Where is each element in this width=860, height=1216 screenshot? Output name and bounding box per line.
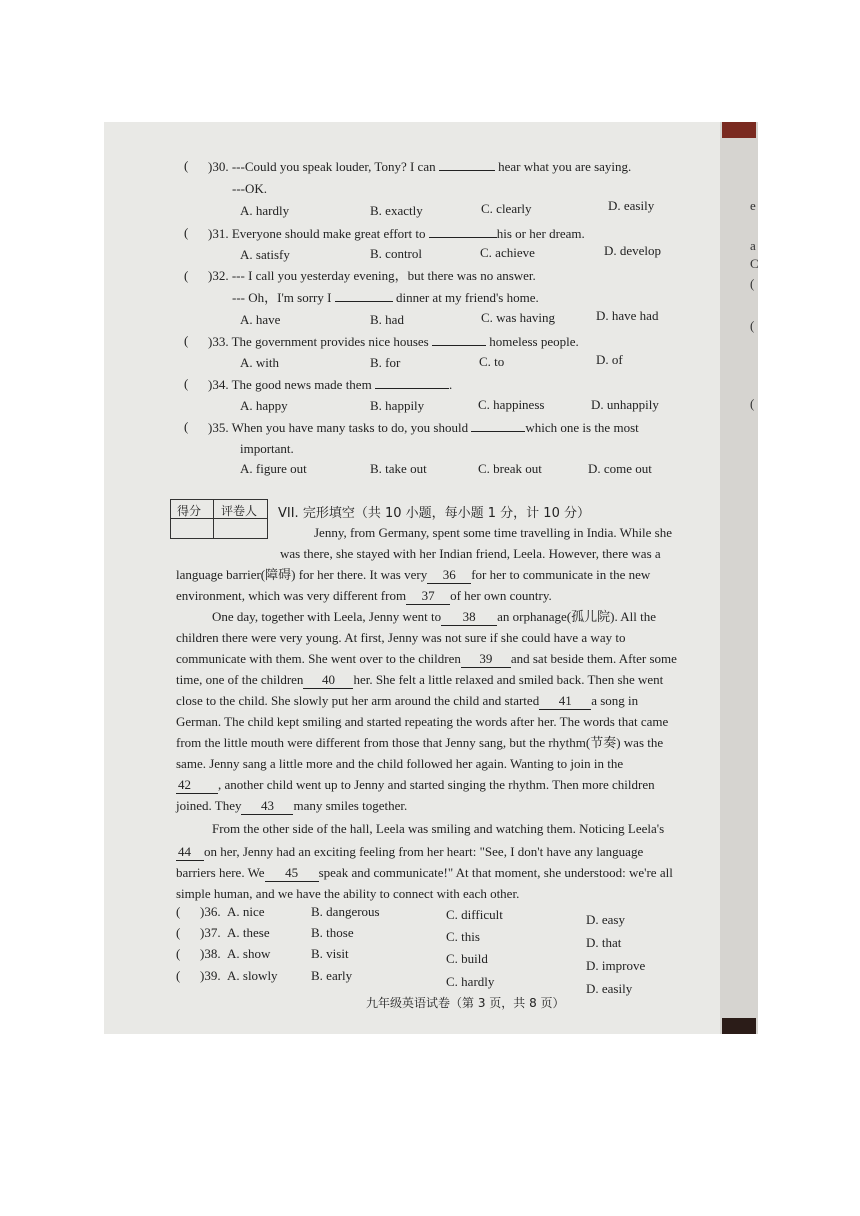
option-c: C. this xyxy=(446,929,480,944)
option-d: D. develop xyxy=(604,243,662,258)
option-a: A. nice xyxy=(227,904,265,919)
edge-letter: e xyxy=(750,198,756,213)
answer-blank[interactable] xyxy=(439,158,495,171)
passage-line: Jenny, from Germany, spent some time travelling in India. While she xyxy=(314,525,673,540)
question-number: )33. xyxy=(208,334,229,349)
passage-text: , another child went up to Jenny and started singing the rhythm. Then more children xyxy=(218,777,655,792)
question-stem: Everyone should make great effort to xyxy=(231,226,426,241)
option-a: A. these xyxy=(227,925,270,940)
passage-text: her. She felt a little relaxed and smiled back. Then she went xyxy=(353,672,664,687)
answer-paren: ( xyxy=(184,225,189,240)
page-edge-mark-top xyxy=(722,122,756,138)
option-a: A. hardly xyxy=(240,203,290,218)
question-stem-end: homeless people. xyxy=(489,334,579,349)
option-a: A. slowly xyxy=(227,968,278,983)
passage-text: language barrier(障碍) for her there. It was very xyxy=(176,567,428,582)
option-d: D. of xyxy=(596,352,623,367)
passage-text: barriers here. We xyxy=(176,865,265,880)
passage-text: environment, which was very different from xyxy=(176,588,407,603)
cloze-blank-38[interactable]: 38 xyxy=(441,609,497,626)
section-title: VII. 完形填空（共 10 小题，每小题 1 分，计 10 分） xyxy=(278,506,590,521)
option-b: B. for xyxy=(370,355,401,370)
question-30 xyxy=(208,158,631,175)
answer-paren: ( xyxy=(176,968,181,983)
option-c: C. was having xyxy=(481,310,556,325)
passage-text: an orphanage(孤儿院). All the xyxy=(497,609,656,624)
grader-label: 评卷人 xyxy=(221,504,258,518)
page-footer: 九年级英语试卷（第 3 页，共 8 页） xyxy=(366,996,565,1010)
edge-letter: C xyxy=(750,256,759,271)
passage-text: communicate with them. She went over to the children xyxy=(176,651,461,666)
option-d: D. unhappily xyxy=(591,397,659,412)
option-d: D. easily xyxy=(608,198,655,213)
edge-letter: ( xyxy=(750,396,755,411)
passage-text: joined. They xyxy=(176,798,242,813)
passage-line: German. The child kept smiling and started repeating the words after her. The words that came xyxy=(176,714,669,729)
answer-paren: ( xyxy=(184,158,189,173)
option-b: B. dangerous xyxy=(311,904,380,919)
answer-paren: ( xyxy=(176,946,181,961)
question-32 xyxy=(208,268,536,284)
passage-line: simple human, and we have the ability to connect with each other. xyxy=(176,886,520,901)
question-stem: --- Oh，I'm sorry I xyxy=(232,290,332,305)
passage-text: speak and communicate!" At that moment, she understood: we're all xyxy=(318,865,673,880)
edge-letter: a xyxy=(750,238,756,253)
question-stem-end: his or her dream. xyxy=(496,226,585,241)
question-stem-end: which one is the most xyxy=(525,420,639,435)
option-c: C. to xyxy=(479,354,505,369)
option-c: C. break out xyxy=(478,461,542,476)
cloze-blank-36[interactable]: 36 xyxy=(427,567,471,584)
option-c: C. build xyxy=(446,951,488,966)
passage-text: a song in xyxy=(591,693,639,708)
passage-line xyxy=(176,844,643,861)
answer-paren: ( xyxy=(176,925,181,940)
passage-line: same. Jenny sang a little more and the child followed her again. Wanting to join in the xyxy=(176,756,624,771)
passage-line xyxy=(212,609,656,626)
question-stem-end: . xyxy=(448,377,453,392)
question-stem-end: hear what you are saying. xyxy=(498,159,632,174)
question-32-line2 xyxy=(232,289,539,306)
question-34 xyxy=(208,376,452,393)
answer-blank[interactable] xyxy=(375,376,449,389)
question-33 xyxy=(208,333,579,350)
passage-line xyxy=(176,865,673,882)
option-a: A. satisfy xyxy=(240,247,290,262)
passage-line: was there, she stayed with her Indian friend, Leela. However, there was a xyxy=(280,546,661,561)
score-box xyxy=(170,499,268,539)
passage-line xyxy=(176,588,552,605)
passage-text: for her to communicate in the new xyxy=(471,567,651,582)
answer-paren: ( xyxy=(184,268,189,283)
question-31 xyxy=(208,225,585,242)
cloze-question-number: )39. xyxy=(200,968,221,983)
cloze-blank-39[interactable]: 39 xyxy=(461,651,511,668)
option-c: C. hardly xyxy=(446,974,495,989)
question-30-line2: ---OK. xyxy=(232,181,268,196)
passage-text: of her own country. xyxy=(450,588,552,603)
question-stem: The good news made them xyxy=(231,377,372,392)
passage-text: on her, Jenny had an exciting feeling from her heart: "See, I don't have any language xyxy=(204,844,644,859)
option-b: B. exactly xyxy=(370,203,423,218)
cloze-question-number: )36. xyxy=(200,904,221,919)
option-d: D. that xyxy=(586,935,622,950)
option-c: C. clearly xyxy=(481,201,532,216)
passage-line xyxy=(176,777,655,794)
cloze-blank-43[interactable]: 43 xyxy=(241,798,293,815)
question-stem: ---Could you speak louder, Tony? I can xyxy=(231,159,436,174)
answer-paren: ( xyxy=(184,333,189,348)
passage-line xyxy=(176,693,638,710)
passage-text: time, one of the children xyxy=(176,672,304,687)
answer-paren: ( xyxy=(184,376,189,391)
option-d: D. easily xyxy=(586,981,633,996)
answer-blank[interactable] xyxy=(471,419,525,432)
option-c: C. achieve xyxy=(480,245,535,260)
passage-line xyxy=(176,567,650,584)
cloze-blank-40[interactable]: 40 xyxy=(303,672,353,689)
cloze-question-number: )38. xyxy=(200,946,221,961)
question-stem: --- I call you yesterday evening，but there was no answer. xyxy=(231,268,536,283)
page-edge-mark-bottom xyxy=(722,1018,756,1034)
question-35 xyxy=(208,419,712,436)
passage-line: from the little mouth were different from those that Jenny sang, but the rhythm(节奏) was the xyxy=(176,735,664,750)
passage-line: From the other side of the hall, Leela was smiling and watching them. Noticing Leela's xyxy=(212,821,665,836)
option-a: A. have xyxy=(240,312,281,327)
cloze-blank-42[interactable]: 42 xyxy=(176,777,218,794)
cloze-question-number: )37. xyxy=(200,925,221,940)
question-number: )34. xyxy=(208,377,229,392)
option-b: B. had xyxy=(370,312,404,327)
option-c: C. happiness xyxy=(478,397,545,412)
passage-text: One day, together with Leela, Jenny went to xyxy=(212,609,442,624)
option-a: A. show xyxy=(227,946,271,961)
option-a: A. happy xyxy=(240,398,288,413)
cloze-blank-45[interactable]: 45 xyxy=(265,865,319,882)
answer-blank[interactable] xyxy=(432,333,486,346)
passage-line xyxy=(176,672,663,689)
passage-text: many smiles together. xyxy=(293,798,408,813)
passage-text: and sat beside them. After some xyxy=(510,651,677,666)
option-d: D. improve xyxy=(586,958,646,973)
answer-blank[interactable] xyxy=(429,225,497,238)
cloze-blank-44[interactable]: 44 xyxy=(176,844,204,861)
cloze-blank-41[interactable]: 41 xyxy=(539,693,591,710)
edge-letter: ( xyxy=(750,276,755,291)
question-number: )30. xyxy=(208,159,229,174)
option-c: C. difficult xyxy=(446,907,503,922)
cloze-blank-37[interactable]: 37 xyxy=(406,588,450,605)
divider xyxy=(171,518,267,519)
option-d: D. have had xyxy=(596,308,659,323)
question-stem-end: dinner at my friend's home. xyxy=(395,290,539,305)
option-b: B. happily xyxy=(370,398,425,413)
divider xyxy=(213,500,214,538)
answer-paren: ( xyxy=(176,904,181,919)
answer-blank[interactable] xyxy=(335,289,393,302)
option-b: B. early xyxy=(311,968,353,983)
option-b: B. take out xyxy=(370,461,427,476)
option-a: A. with xyxy=(240,355,279,370)
passage-line: children there were very young. At first, Jenny was not sure if she could have a way to xyxy=(176,630,626,645)
option-a: A. figure out xyxy=(240,461,307,476)
question-stem: The government provides nice houses xyxy=(231,334,429,349)
question-stem: When you have many tasks to do, you should xyxy=(231,420,469,435)
option-d: D. come out xyxy=(588,461,652,476)
option-b: B. those xyxy=(311,925,354,940)
edge-letter: ( xyxy=(750,318,755,333)
option-d: D. easy xyxy=(586,912,625,927)
score-label: 得分 xyxy=(177,504,202,518)
option-b: B. visit xyxy=(311,946,349,961)
option-b: B. control xyxy=(370,246,422,261)
passage-text: close to the child. She slowly put her arm around the child and started xyxy=(176,693,540,708)
question-35-line2: important. xyxy=(240,441,294,456)
passage-line xyxy=(176,651,677,668)
question-number: )32. xyxy=(208,268,229,283)
passage-line xyxy=(176,798,407,815)
answer-paren: ( xyxy=(184,419,189,434)
question-number: )31. xyxy=(208,226,229,241)
question-number: )35. xyxy=(208,420,229,435)
